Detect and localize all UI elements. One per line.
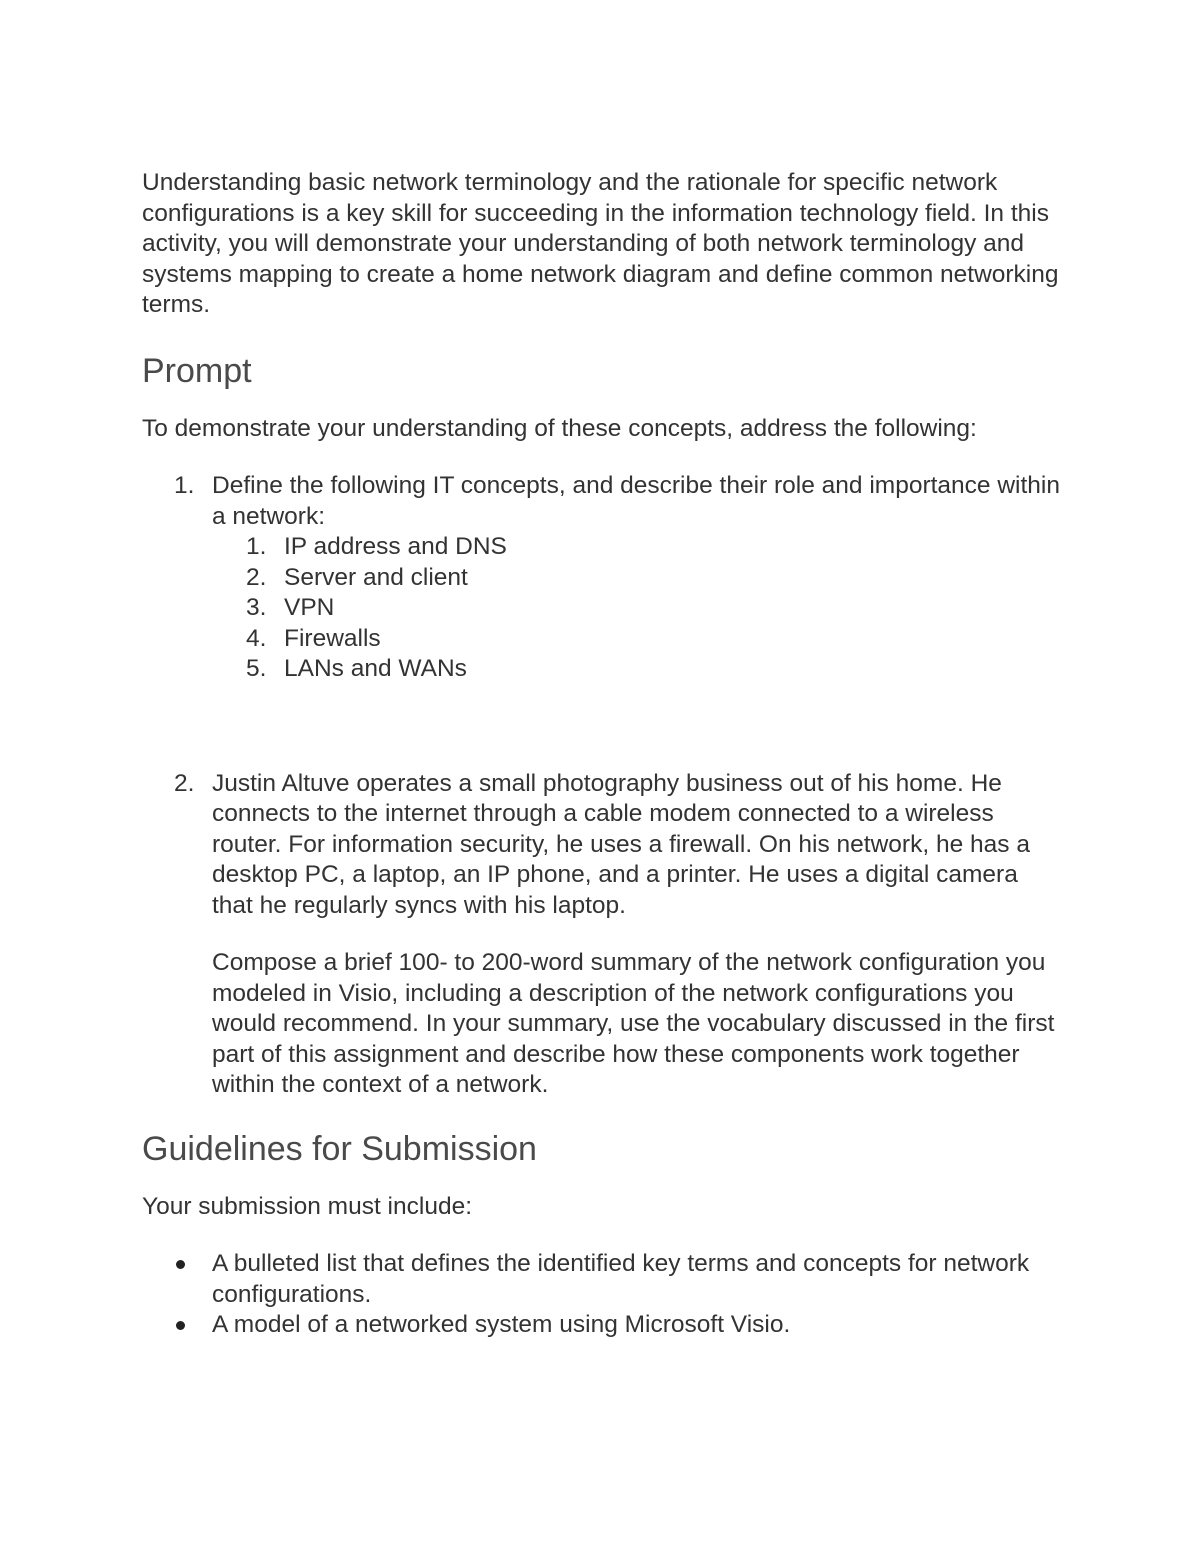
prompt-item-2-continuation: Compose a brief 100- to 200-word summary of the network configuration you modeled in Visio, including a description of the network configurations you would recommend. In your summary, use the vocabulary discussed in the first part of this assignment and describe how these components work together within the context of a network.: [212, 949, 1055, 1098]
guidelines-lead: Your submission must include:: [142, 1192, 473, 1220]
concept-item: [212, 654, 1062, 685]
guideline-item: [142, 1249, 1062, 1310]
concept-item: [212, 532, 1062, 563]
prompt-heading: Prompt: [142, 351, 252, 390]
concept-item-text: VPN: [284, 594, 335, 621]
concept-item-text: Firewalls: [284, 624, 381, 652]
concept-item: [212, 624, 1062, 655]
prompt-item-1-text: Define the following IT concepts, and describe their role and importance within a network:: [212, 472, 1060, 530]
guidelines-heading: Guidelines for Submission: [142, 1129, 537, 1168]
concept-item-number: 2.: [246, 563, 267, 591]
concept-item-number: 1.: [246, 533, 267, 560]
intro-paragraph: Understanding basic network terminology and the rationale for specific network configurations is a key skill for succeeding in the information technology field. In this activity, you will demonstrate your understanding of both network terminology and systems mapping to create a home network diagram and define common networking terms.: [142, 169, 1059, 318]
guideline-item-text: A bulleted list that defines the identified key terms and concepts for network configurations.: [212, 1250, 1030, 1308]
prompt-list: [142, 471, 1062, 1101]
prompt-lead: To demonstrate your understanding of these concepts, address the following:: [142, 414, 977, 442]
concept-sublist: [212, 532, 1062, 685]
prompt-item-1: [142, 471, 1062, 685]
concept-item-number: 3.: [246, 594, 267, 621]
concept-item-text: IP address and DNS: [284, 533, 507, 560]
guidelines-list: [142, 1249, 1062, 1341]
concept-item-number: 5.: [246, 655, 267, 682]
bullet-icon: [176, 1321, 185, 1330]
concept-item-text: LANs and WANs: [284, 655, 467, 682]
document-content: [142, 168, 1062, 1341]
guideline-item: [142, 1310, 1062, 1341]
concept-item-text: Server and client: [284, 563, 468, 591]
concept-item: [212, 593, 1062, 624]
prompt-item-2-number: 2.: [174, 769, 195, 797]
bullet-icon: [176, 1260, 185, 1269]
concept-item-number: 4.: [246, 624, 267, 652]
prompt-item-2-text: Justin Altuve operates a small photography business out of his home. He connects to the internet through a cable modem connected to a wireless router. For information security, he uses a firewall. On his network, he has a desktop PC, a laptop, an IP phone, and a printer. He uses a digital camera that he regularly syncs with his laptop.: [212, 769, 1030, 919]
guideline-item-text: A model of a networked system using Microsoft Visio.: [212, 1311, 791, 1338]
prompt-item-1-number: 1.: [174, 472, 195, 499]
prompt-item-2: [142, 769, 1062, 1101]
concept-item: [212, 563, 1062, 594]
